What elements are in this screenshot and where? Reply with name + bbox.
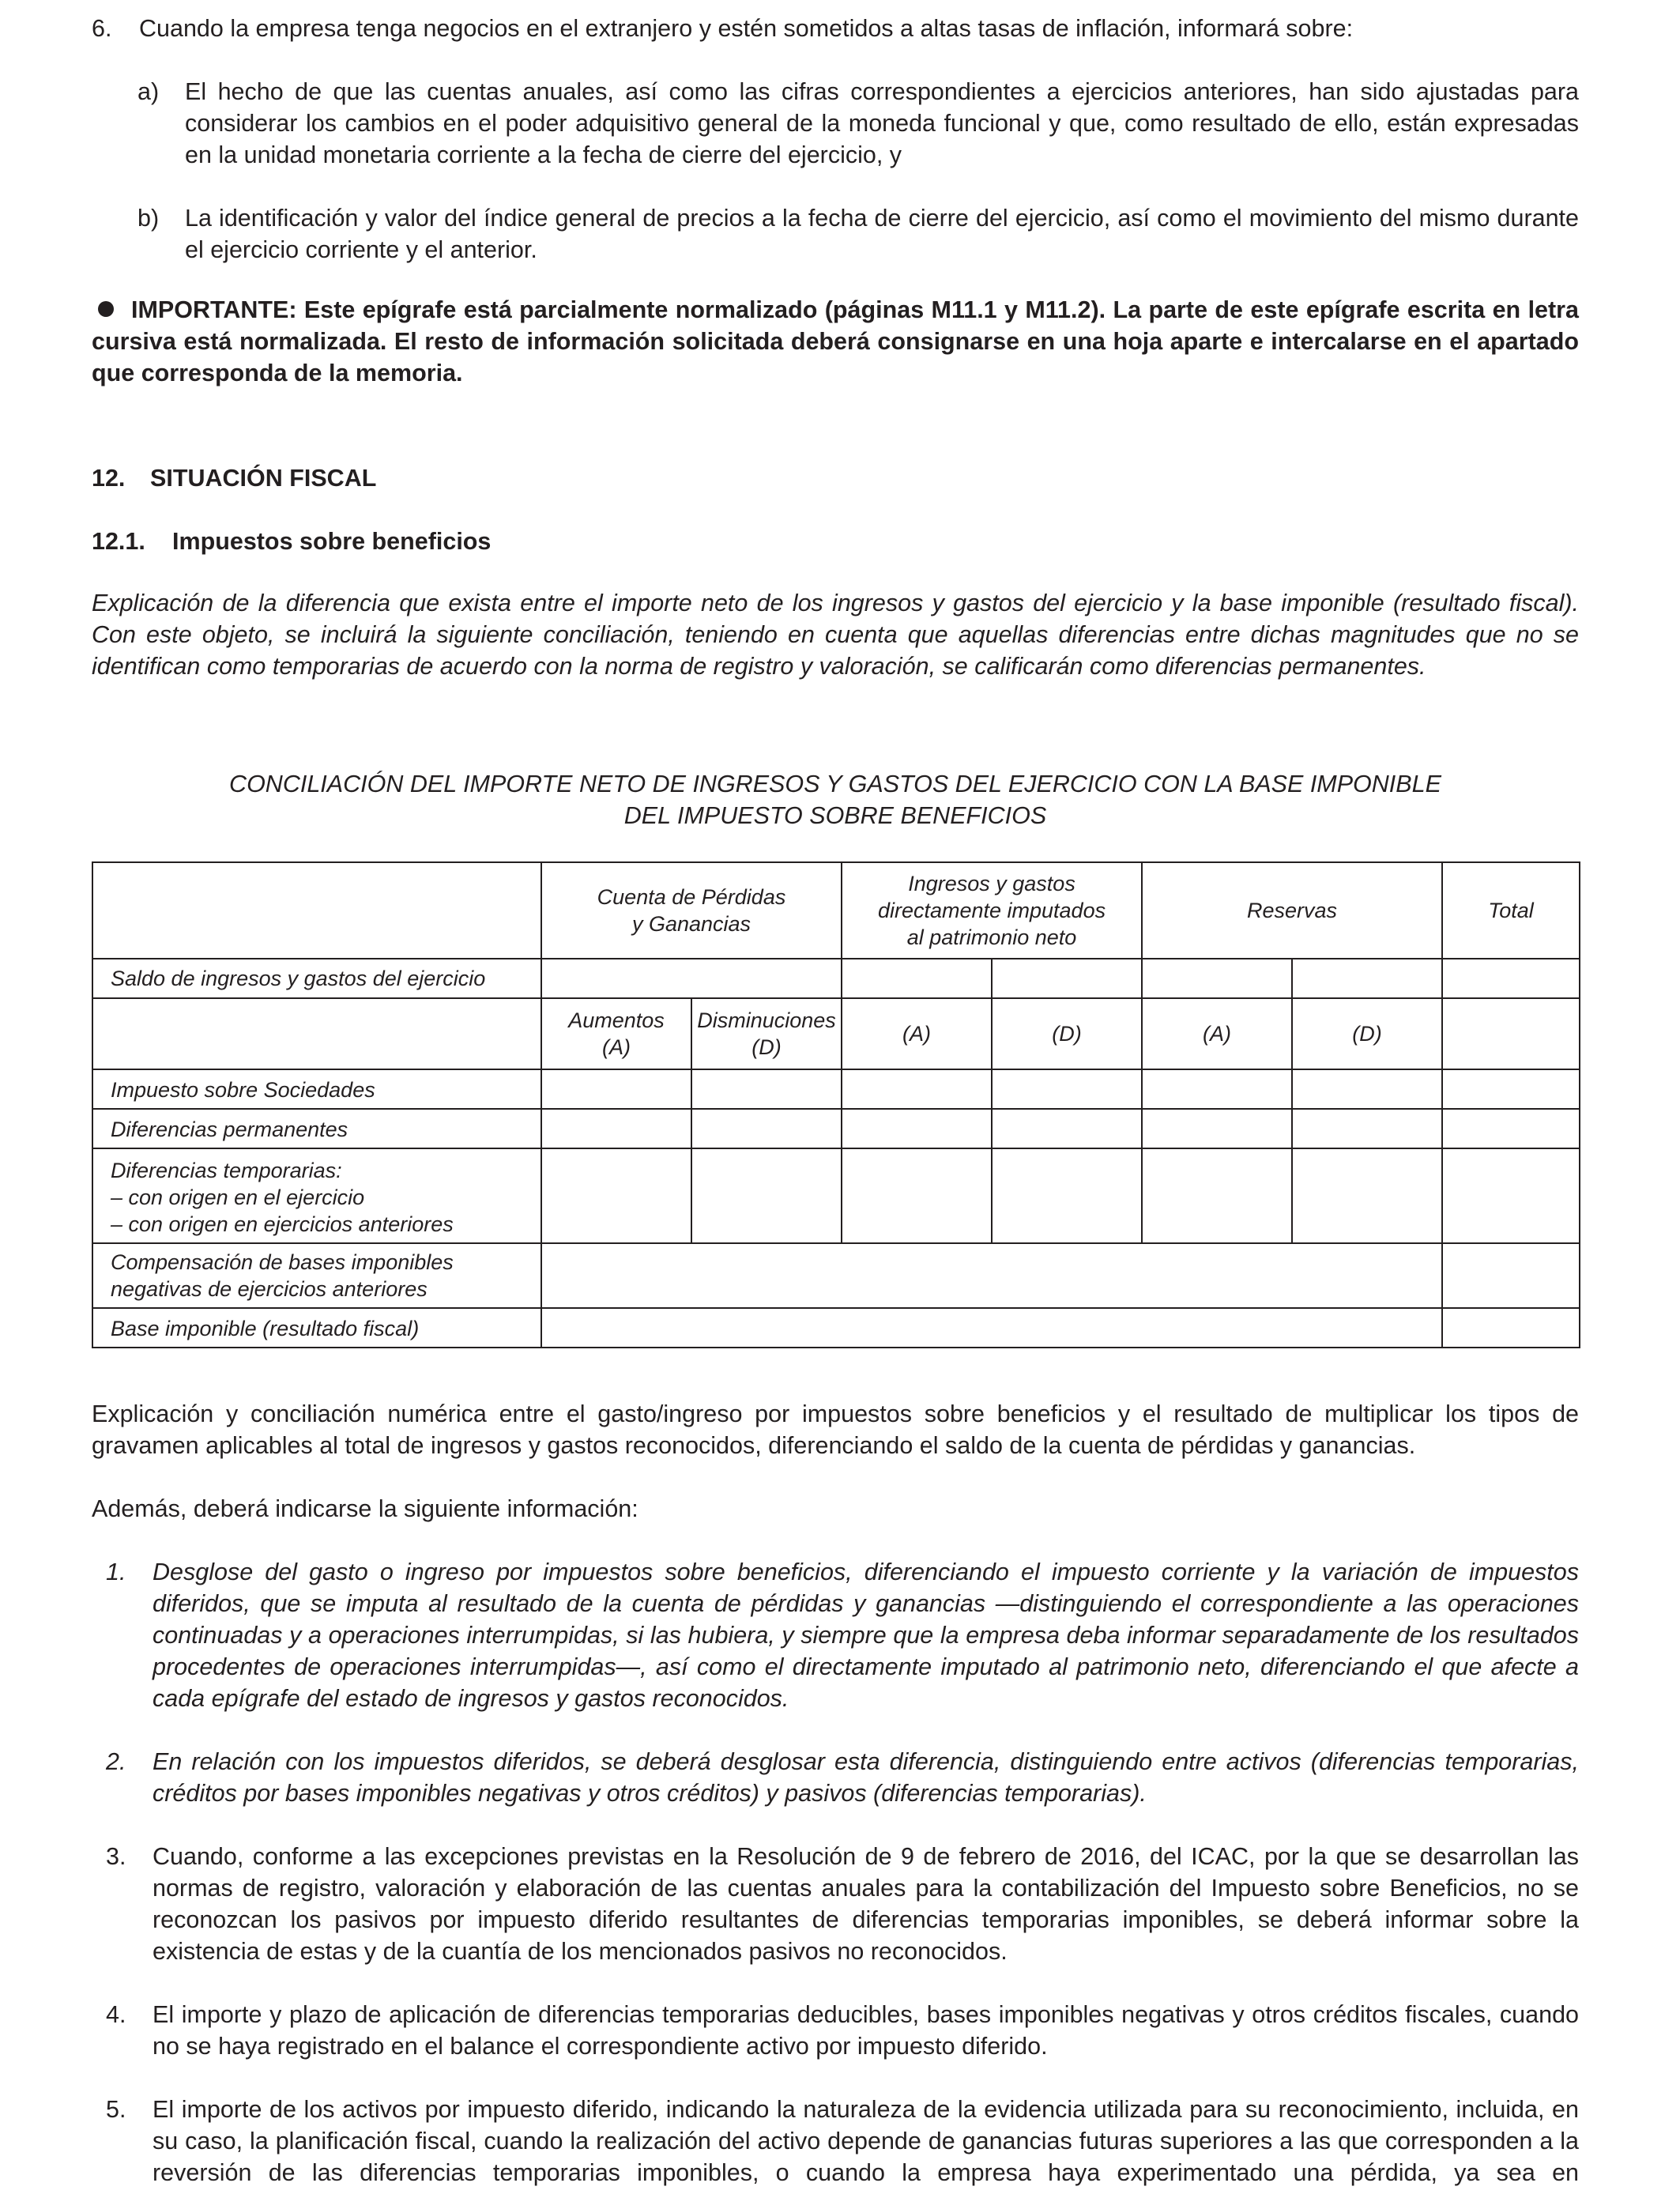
bullet-icon <box>98 301 114 317</box>
important-text: IMPORTANTE: Este epígrafe está parcialmente normalizado (páginas M11.1 y M11.2). La parte de este epígrafe escrita en letra cursiva está normalizada. El resto de información solicitada deberá consignarse en una hoja aparte e intercalarse en el apartado que corresponda de la memoria. <box>92 296 1579 386</box>
table-cell[interactable] <box>691 1069 842 1109</box>
table-cell[interactable] <box>1292 1148 1442 1243</box>
row-label-compensacion: Compensación de bases imponibles negativas de ejercicios anteriores <box>92 1243 541 1308</box>
table-title-line-2: DEL IMPUESTO SOBRE BENEFICIOS <box>623 802 1047 829</box>
item-6b-letter: b) <box>137 205 160 232</box>
subheader-empty-cell <box>92 998 541 1069</box>
row-label-permanentes: Diferencias permanentes <box>92 1109 541 1148</box>
section-heading <box>92 462 1579 494</box>
table-title-line-1: CONCILIACIÓN DEL IMPORTE NETO DE INGRESOS Y GASTOS DEL EJERCICIO CON LA BASE IMPONIBLE <box>229 771 1441 797</box>
header-reservas: Reservas <box>1142 862 1442 959</box>
header-empty-cell <box>92 862 541 959</box>
table-row <box>92 1308 1580 1348</box>
table-row <box>92 1243 1580 1308</box>
subheader-total-cell <box>1442 998 1580 1069</box>
row-label-saldo: Saldo de ingresos y gastos del ejercicio <box>92 959 541 998</box>
subsection-number: 12.1. <box>92 528 145 555</box>
header-pyg: Cuenta de Pérdidas y Ganancias <box>541 862 842 959</box>
table-title <box>92 768 1579 831</box>
table-cell[interactable] <box>1442 959 1580 998</box>
item-6 <box>92 13 1579 44</box>
table-cell[interactable] <box>541 1148 691 1243</box>
row-label-temporarias: Diferencias temporarias: – con origen en el ejercicio – con origen en ejercicios anteriores <box>92 1148 541 1243</box>
table-cell[interactable] <box>1142 959 1292 998</box>
list-number: 3. <box>106 1843 126 1870</box>
list-item-3 <box>92 1841 1579 1967</box>
header-total: Total <box>1442 862 1580 959</box>
table-cell[interactable] <box>992 1069 1142 1109</box>
table-header-row <box>92 862 1580 959</box>
table-subheader-row <box>92 998 1580 1069</box>
section-number: 12. <box>92 465 126 492</box>
list-number: 5. <box>106 2096 126 2123</box>
table-cell[interactable] <box>541 1109 691 1148</box>
table-cell[interactable] <box>1442 1243 1580 1308</box>
list-text: El importe y plazo de aplicación de diferencias temporarias deducibles, bases imponibles negativas y otros créditos fiscales, cuando no se haya registrado en el balance el correspondiente activo por impuesto diferido. <box>153 2001 1579 2060</box>
subsection-heading <box>92 526 1579 557</box>
item-6b-text: La identificación y valor del índice general de precios a la fecha de cierre del ejercicio, así como el movimiento del mismo durante el ejercicio corriente y el anterior. <box>185 205 1579 263</box>
ademas-paragraph: Además, deberá indicarse la siguiente información: <box>92 1495 638 1522</box>
table-cell[interactable] <box>1442 1109 1580 1148</box>
subsection-title: Impuestos sobre beneficios <box>172 528 492 555</box>
conciliation-table <box>92 861 1580 1348</box>
list-text: Cuando, conforme a las excepciones previstas en la Resolución de 9 de febrero de 2016, del ICAC, por la que se desarrollan las normas de registro, valoración y elaboración de las cuentas anuales para la contabilización del Impuesto sobre Beneficios, no se reconozcan los pasivos por impuesto diferido resultantes de diferencias temporarias imponibles, se deberá informar sobre la existencia de estas y de la cuantía de los mencionados pasivos no reconocidos. <box>153 1843 1579 1965</box>
table-cell[interactable] <box>992 1109 1142 1148</box>
table-cell[interactable] <box>691 1109 842 1148</box>
table-cell[interactable] <box>992 959 1142 998</box>
table-cell[interactable] <box>842 1109 992 1148</box>
table-cell[interactable] <box>1292 959 1442 998</box>
table-row <box>92 1069 1580 1109</box>
table-cell[interactable] <box>842 959 992 998</box>
subheader-d-patrimonio: (D) <box>992 998 1142 1069</box>
list-number: 1. <box>106 1559 126 1585</box>
list-text: En relación con los impuestos diferidos, se deberá desglosar esta diferencia, distinguiendo entre activos (diferencias temporarias, créditos por bases imponibles negativas y otros créditos) y pasivos (diferencias temporarias). <box>153 1748 1579 1807</box>
header-patrimonio: Ingresos y gastos directamente imputados al patrimonio neto <box>842 862 1142 959</box>
section-title: SITUACIÓN FISCAL <box>150 465 377 492</box>
table-cell[interactable] <box>1142 1109 1292 1148</box>
item-6a-text: El hecho de que las cuentas anuales, así como las cifras correspondientes a ejercicios anteriores, han sido ajustadas para considerar los cambios en el poder adquisitivo general de la moneda funcional y que, como resultado de ello, están expresadas en la unidad monetaria corriente a la fecha de cierre del ejercicio, y <box>185 78 1579 168</box>
table-cell[interactable] <box>541 1308 1442 1348</box>
item-6a <box>92 76 1579 171</box>
list-item-4 <box>92 1999 1579 2062</box>
list-text: Desglose del gasto o ingreso por impuestos sobre beneficios, diferenciando el impuesto corriente y la variación de impuestos diferidos, que se imputa al resultado de la cuenta de pérdidas y ganancias —distinguiendo el correspondiente a las operaciones continuadas y a operaciones interrumpidas, si las hubiera, y siempre que la empresa deba informar separadamente de los resultados procedentes de operaciones interrumpidas—, así como el directamente imputado al patrimonio neto, diferenciando el que afecte a cada epígrafe del estado de ingresos y gastos reconocidos. <box>153 1559 1579 1712</box>
table-cell[interactable] <box>1292 1069 1442 1109</box>
list-text: El importe de los activos por impuesto diferido, indicando la naturaleza de la evidencia utilizada para su reconocimiento, incluida, en su caso, la planificación fiscal, cuando la realización del activo depende de ganancias futuras superiores a las que corresponden a la reversión de las diferencias temporarias imponibles, o cuando la empresa haya experimentado una pérdida, ya sea en <box>153 2096 1579 2186</box>
item-6a-letter: a) <box>137 78 160 105</box>
subheader-d-reservas: (D) <box>1292 998 1442 1069</box>
table-cell[interactable] <box>1142 1069 1292 1109</box>
table-cell[interactable] <box>691 1148 842 1243</box>
list-number: 4. <box>106 2001 126 2028</box>
table-cell[interactable] <box>992 1148 1142 1243</box>
item-6b <box>92 202 1579 266</box>
table-row <box>92 1148 1580 1243</box>
table-cell[interactable] <box>1292 1109 1442 1148</box>
subheader-disminuciones: Disminuciones (D) <box>691 998 842 1069</box>
subheader-a-patrimonio: (A) <box>842 998 992 1069</box>
intro-paragraph: Explicación de la diferencia que exista entre el importe neto de los ingresos y gastos del ejercicio y la base imponible (resultado fiscal). Con este objeto, se incluirá la siguiente conciliación, teniendo en cuenta que aquellas diferencias entre dichas magnitudes que no se identifican como temporarias de acuerdo con la norma de registro y valoración, se calificarán como diferencias permanentes. <box>92 590 1579 680</box>
subheader-aumentos: Aumentos (A) <box>541 998 691 1069</box>
table-cell[interactable] <box>1442 1069 1580 1109</box>
table-cell[interactable] <box>541 1243 1442 1308</box>
table-row <box>92 1109 1580 1148</box>
table-cell[interactable] <box>842 1069 992 1109</box>
explanation-paragraph: Explicación y conciliación numérica entre el gasto/ingreso por impuestos sobre beneficios y el resultado de multiplicar los tipos de gravamen aplicables al total de ingresos y gastos reconocidos, diferenciando el saldo de la cuenta de pérdidas y ganancias. <box>92 1400 1579 1459</box>
row-label-base: Base imponible (resultado fiscal) <box>92 1308 541 1348</box>
list-item-1 <box>92 1556 1579 1714</box>
item-6-number: 6. <box>92 15 112 42</box>
important-notice <box>92 294 1579 389</box>
table-cell[interactable] <box>842 1148 992 1243</box>
table-row <box>92 959 1580 998</box>
table-cell[interactable] <box>541 959 842 998</box>
row-label-impuesto: Impuesto sobre Sociedades <box>92 1069 541 1109</box>
list-item-2 <box>92 1746 1579 1809</box>
table-cell[interactable] <box>1442 1148 1580 1243</box>
table-cell[interactable] <box>1442 1308 1580 1348</box>
item-6-text: Cuando la empresa tenga negocios en el extranjero y estén sometidos a altas tasas de inflación, informará sobre: <box>139 15 1354 42</box>
list-item-5 <box>92 2094 1579 2188</box>
table-cell[interactable] <box>541 1069 691 1109</box>
subheader-a-reservas: (A) <box>1142 998 1292 1069</box>
list-number: 2. <box>106 1748 126 1775</box>
table-cell[interactable] <box>1142 1148 1292 1243</box>
